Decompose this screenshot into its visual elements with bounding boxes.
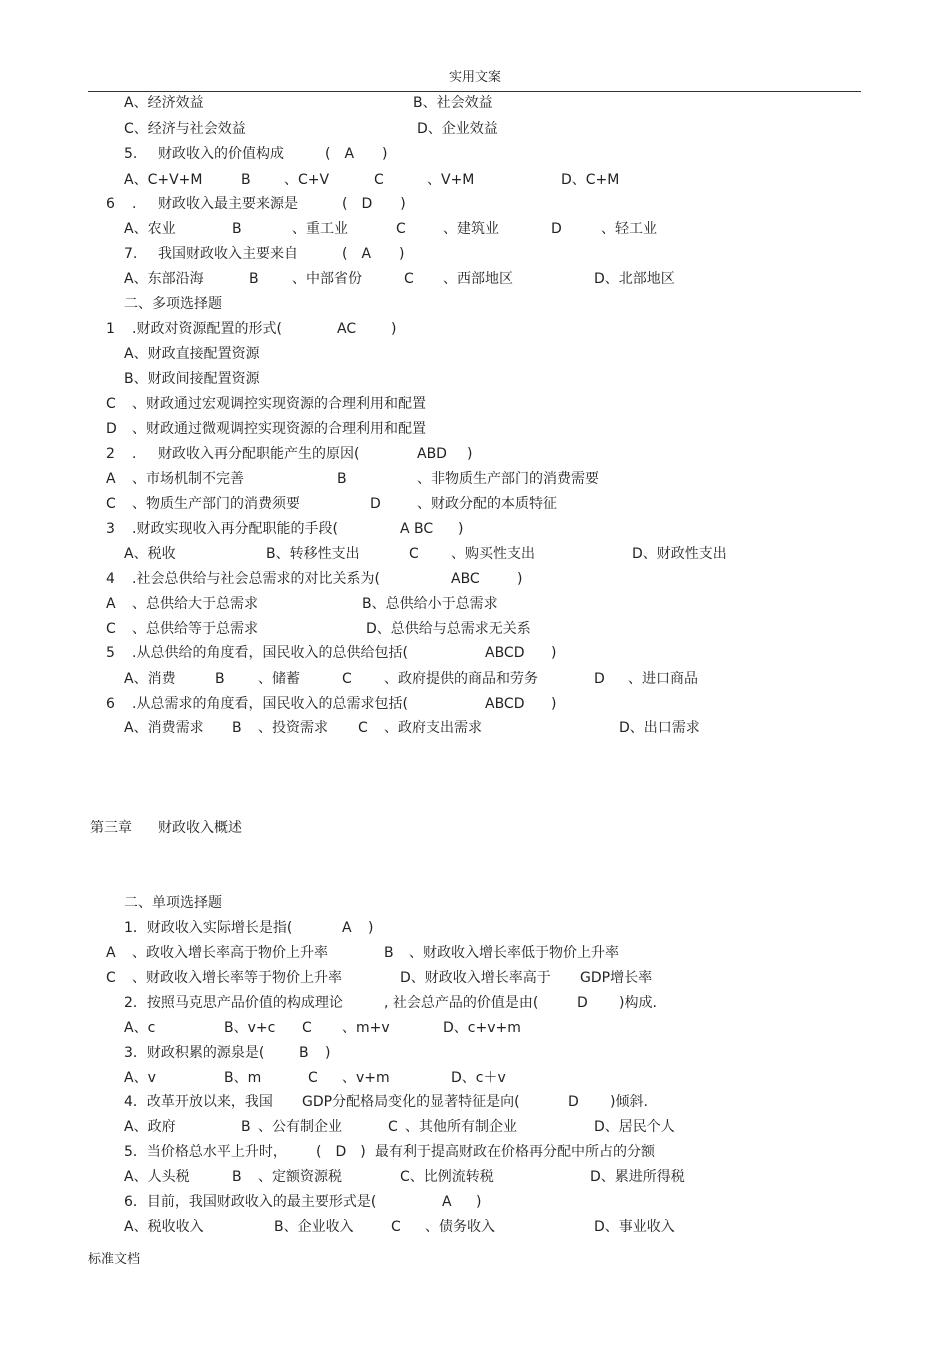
answer-close: ) [551, 696, 557, 712]
question-text: 3．财政积累的源泉是( [124, 1045, 265, 1061]
question-number: 6 [106, 696, 115, 712]
answer: ABCD [485, 645, 525, 661]
option-c-text: 、总供给等于总需求 [132, 621, 258, 637]
option-d: D [106, 421, 117, 437]
answer: D [577, 995, 588, 1011]
answer-close: ) [391, 321, 397, 337]
option-b: B [232, 1169, 242, 1185]
answer: ( D ) [316, 1144, 366, 1160]
question-text: .从总需求的角度看，国民收入的总需求包括( [132, 696, 408, 712]
option-a: A、经济效益 [124, 95, 204, 111]
option-b-text: 、定额资源税 [258, 1169, 342, 1185]
option-c-text: 、建筑业 [443, 221, 499, 237]
header-rule [88, 91, 861, 92]
chapter-title: 财政收入概述 [158, 820, 242, 836]
question-number: 1 [106, 321, 115, 337]
option-a: A、税收 [124, 546, 176, 562]
option-a: A [106, 596, 116, 612]
option-b-text: 、重工业 [292, 221, 348, 237]
option-b-text: 、非物质生产部门的消费需要 [417, 471, 599, 487]
question-number: 5. [124, 146, 138, 162]
option-c-text: 、财政收入增长率等于物价上升率 [132, 970, 342, 986]
section-title: 二、单项选择题 [124, 895, 222, 911]
option-a: A、C+V+M [124, 172, 203, 188]
question-text: 6．目前，我国财政收入的最主要形式是( [124, 1194, 377, 1210]
question-options [0, 620, 950, 638]
question-options [0, 719, 950, 737]
question-options [0, 120, 950, 138]
question-7 [0, 245, 950, 263]
option-d: D、C+M [561, 172, 620, 188]
option-a: A、v [124, 1070, 156, 1086]
question-5 [0, 145, 950, 163]
question-text: 财政收入最主要来源是 [158, 196, 298, 212]
single-question-6 [0, 1193, 950, 1211]
question-options [0, 470, 950, 488]
question-options [0, 969, 950, 987]
option-c: C [106, 970, 116, 986]
option-a: A、c [124, 1020, 156, 1036]
question-number: 5 [106, 645, 115, 661]
question-text: 1．财政收入实际增长是指( [124, 920, 293, 936]
option-b: B [215, 671, 225, 687]
question-options [0, 595, 950, 613]
question-number: 2 [106, 446, 115, 462]
page-footer: 标准文档 [88, 1252, 141, 1267]
option-c-text: 、物质生产部门的消费须要 [132, 496, 300, 512]
option-c-text: 、其他所有制企业 [405, 1119, 517, 1135]
option-c-text: 、财政通过宏观调控实现资源的合理利用和配置 [132, 396, 426, 412]
single-question-5 [0, 1143, 950, 1161]
option-a: A、税收收入 [124, 1219, 204, 1235]
answer-close: )倾斜. [610, 1094, 648, 1110]
option-b: B [384, 945, 394, 961]
answer-close: ) [458, 521, 464, 537]
option-b: B、总供给小于总需求 [362, 596, 498, 612]
option-d-text: 、轻工业 [601, 221, 657, 237]
option-c: C [302, 1020, 312, 1036]
option-d: D、北部地区 [594, 271, 675, 287]
answer: A [342, 920, 352, 936]
question-number: 4 [106, 571, 115, 587]
page-header: 实用文案 [448, 70, 501, 85]
option-c: C、比例流转税 [400, 1169, 494, 1185]
option-a-text: 、政收入增长率高于物价上升率 [132, 945, 328, 961]
question-options [0, 1019, 950, 1037]
question-text: .财政实现收入再分配职能的手段( [132, 521, 338, 537]
option-d-text: 、财政通过微观调控实现资源的合理利用和配置 [132, 421, 426, 437]
option-b: B、企业收入 [274, 1219, 354, 1235]
question-text-cont: 最有利于提高财政在价格再分配中所占的分额 [375, 1144, 655, 1160]
option-d: D、总供给与总需求无关系 [366, 621, 531, 637]
question-options [0, 1118, 950, 1136]
option-c: C [358, 720, 368, 736]
question-text-cont: , 社会总产品的价值是由( [384, 995, 539, 1011]
option-d: D、事业收入 [594, 1219, 675, 1235]
option-c-line [0, 395, 950, 413]
question-text: .财政对资源配置的形式( [132, 321, 282, 337]
answer-close: ) [551, 645, 557, 661]
question-text: 我国财政收入主要来自 [158, 246, 298, 262]
option-a-text: 、总供给大于总需求 [132, 596, 258, 612]
option-c: C [342, 671, 352, 687]
answer: B [299, 1045, 309, 1061]
option-d: D、居民个人 [594, 1119, 675, 1135]
option-c-text: 、v+m [342, 1070, 390, 1086]
option-c: C [388, 1119, 398, 1135]
option-d: D、c+v+m [443, 1020, 521, 1036]
question-options [0, 944, 950, 962]
question-options [0, 545, 950, 563]
option-b: B [337, 471, 347, 487]
option-a: A、消费 [124, 671, 176, 687]
answer: ABD [417, 446, 447, 462]
question-text: 财政收入的价值构成 [158, 146, 284, 162]
question-dot: . [132, 196, 137, 212]
question-text: .社会总供给与社会总需求的对比关系为( [132, 571, 380, 587]
question-options [0, 1069, 950, 1087]
option-d: D、企业效益 [417, 121, 498, 137]
option-a: A、消费需求 [124, 720, 204, 736]
question-number: 3 [106, 521, 115, 537]
option-b-text: 、公有制企业 [258, 1119, 342, 1135]
option-c: C、经济与社会效益 [124, 121, 246, 137]
option-d: D [370, 496, 381, 512]
option-d: D、出口需求 [619, 720, 700, 736]
option-d-text: GDP增长率 [580, 970, 653, 986]
multi-question-1 [0, 320, 950, 338]
option-c: C [374, 172, 384, 188]
option-a: A、政府 [124, 1119, 176, 1135]
option-b: B [232, 720, 242, 736]
option-c-text: 、购买性支出 [451, 546, 535, 562]
question-number: 6 [106, 196, 115, 212]
multi-question-3 [0, 520, 950, 538]
answer-close: )构成. [619, 995, 657, 1011]
option-c-text: 、政府支出需求 [384, 720, 482, 736]
single-question-4 [0, 1093, 950, 1111]
option-c: C [106, 496, 116, 512]
question-number: 7. [124, 246, 138, 262]
option-b: B、转移性支出 [266, 546, 360, 562]
option-c: C [391, 1219, 401, 1235]
answer: ( A ) [342, 246, 405, 262]
answer: A BC [400, 521, 434, 537]
question-options [0, 670, 950, 688]
option-c: C [404, 271, 414, 287]
question-options [0, 220, 950, 238]
option-b-text: 、财政收入增长率低于物价上升率 [409, 945, 619, 961]
option-b: B [249, 271, 259, 287]
chapter-heading [0, 819, 950, 837]
question-6 [0, 195, 950, 213]
multi-question-5 [0, 644, 950, 662]
option-b-text: 、投资需求 [258, 720, 328, 736]
option-a: A [106, 471, 116, 487]
question-text: 4．改革开放以来，我国 [124, 1094, 273, 1110]
option-d: D [594, 671, 605, 687]
option-c: C [409, 546, 419, 562]
option-c-text: 、政府提供的商品和劳务 [384, 671, 538, 687]
option-a: A、东部沿海 [124, 271, 204, 287]
option-a: A、人头税 [124, 1169, 190, 1185]
question-options [0, 495, 950, 513]
multi-question-4 [0, 570, 950, 588]
answer: ABCD [485, 696, 525, 712]
single-question-2 [0, 994, 950, 1012]
multi-question-2 [0, 445, 950, 463]
answer-close: ) [368, 920, 374, 936]
option-c: C [106, 396, 116, 412]
question-options [0, 270, 950, 288]
chapter-label: 第三章 [90, 820, 132, 836]
answer-close: ) [325, 1045, 331, 1061]
option-d: D [551, 221, 562, 237]
option-c: C [106, 621, 116, 637]
option-a-text: 、市场机制不完善 [132, 471, 244, 487]
option-d: D、财政性支出 [632, 546, 727, 562]
option-c-text: 、债务收入 [425, 1219, 495, 1235]
multi-question-6 [0, 695, 950, 713]
question-text: 2．按照马克思产品价值的构成理论 [124, 995, 343, 1011]
question-dot: . [132, 446, 137, 462]
answer: AC [337, 321, 357, 337]
answer-close: ) [476, 1194, 482, 1210]
option-c-text: 、m+v [342, 1020, 390, 1036]
question-options [0, 1218, 950, 1236]
option-b-text: 、C+V [284, 172, 330, 188]
single-question-3 [0, 1044, 950, 1062]
answer-close: ) [517, 571, 523, 587]
question-text: 财政收入再分配职能产生的原因( [158, 446, 360, 462]
option-c: C [396, 221, 406, 237]
option-d-text: 、进口商品 [628, 671, 698, 687]
option-b: B [232, 221, 242, 237]
option-a: A、农业 [124, 221, 176, 237]
option-d: D、累进所得税 [590, 1169, 685, 1185]
answer: ( A ) [325, 146, 388, 162]
option-b: B、m [224, 1070, 262, 1086]
answer: D [568, 1094, 579, 1110]
question-text: .从总供给的角度看，国民收入的总供给包括( [132, 645, 408, 661]
option-d-text: 、财政分配的本质特征 [417, 496, 557, 512]
option-d-line [0, 420, 950, 438]
option-b: B、财政间接配置资源 [124, 371, 260, 387]
option-d: D、c＋v [451, 1070, 506, 1086]
single-question-1 [0, 919, 950, 937]
question-text-cont: GDP分配格局变化的显著特征是向( [302, 1094, 520, 1110]
question-text: 5．当价格总水平上升时， [124, 1144, 287, 1160]
answer-close: ) [467, 446, 473, 462]
option-a: A、财政直接配置资源 [124, 346, 260, 362]
question-options [0, 171, 950, 189]
question-options [0, 1168, 950, 1186]
option-b-text: 、中部省份 [292, 271, 362, 287]
answer: ABC [451, 571, 480, 587]
option-c: C [308, 1070, 318, 1086]
answer: A [442, 1194, 452, 1210]
answer: ( D ) [342, 196, 406, 212]
option-d: D、财政收入增长率高于 [400, 970, 551, 986]
option-b: B、社会效益 [413, 95, 493, 111]
option-c-text: 、西部地区 [443, 271, 513, 287]
section-title: 二、多项选择题 [124, 296, 222, 312]
option-b: B [241, 1119, 251, 1135]
option-b: B [241, 172, 251, 188]
option-c-text: 、V+M [427, 172, 475, 188]
option-b-text: 、储蓄 [258, 671, 300, 687]
question-options [0, 94, 950, 112]
option-a: A [106, 945, 116, 961]
option-b: B、v+c [224, 1020, 276, 1036]
